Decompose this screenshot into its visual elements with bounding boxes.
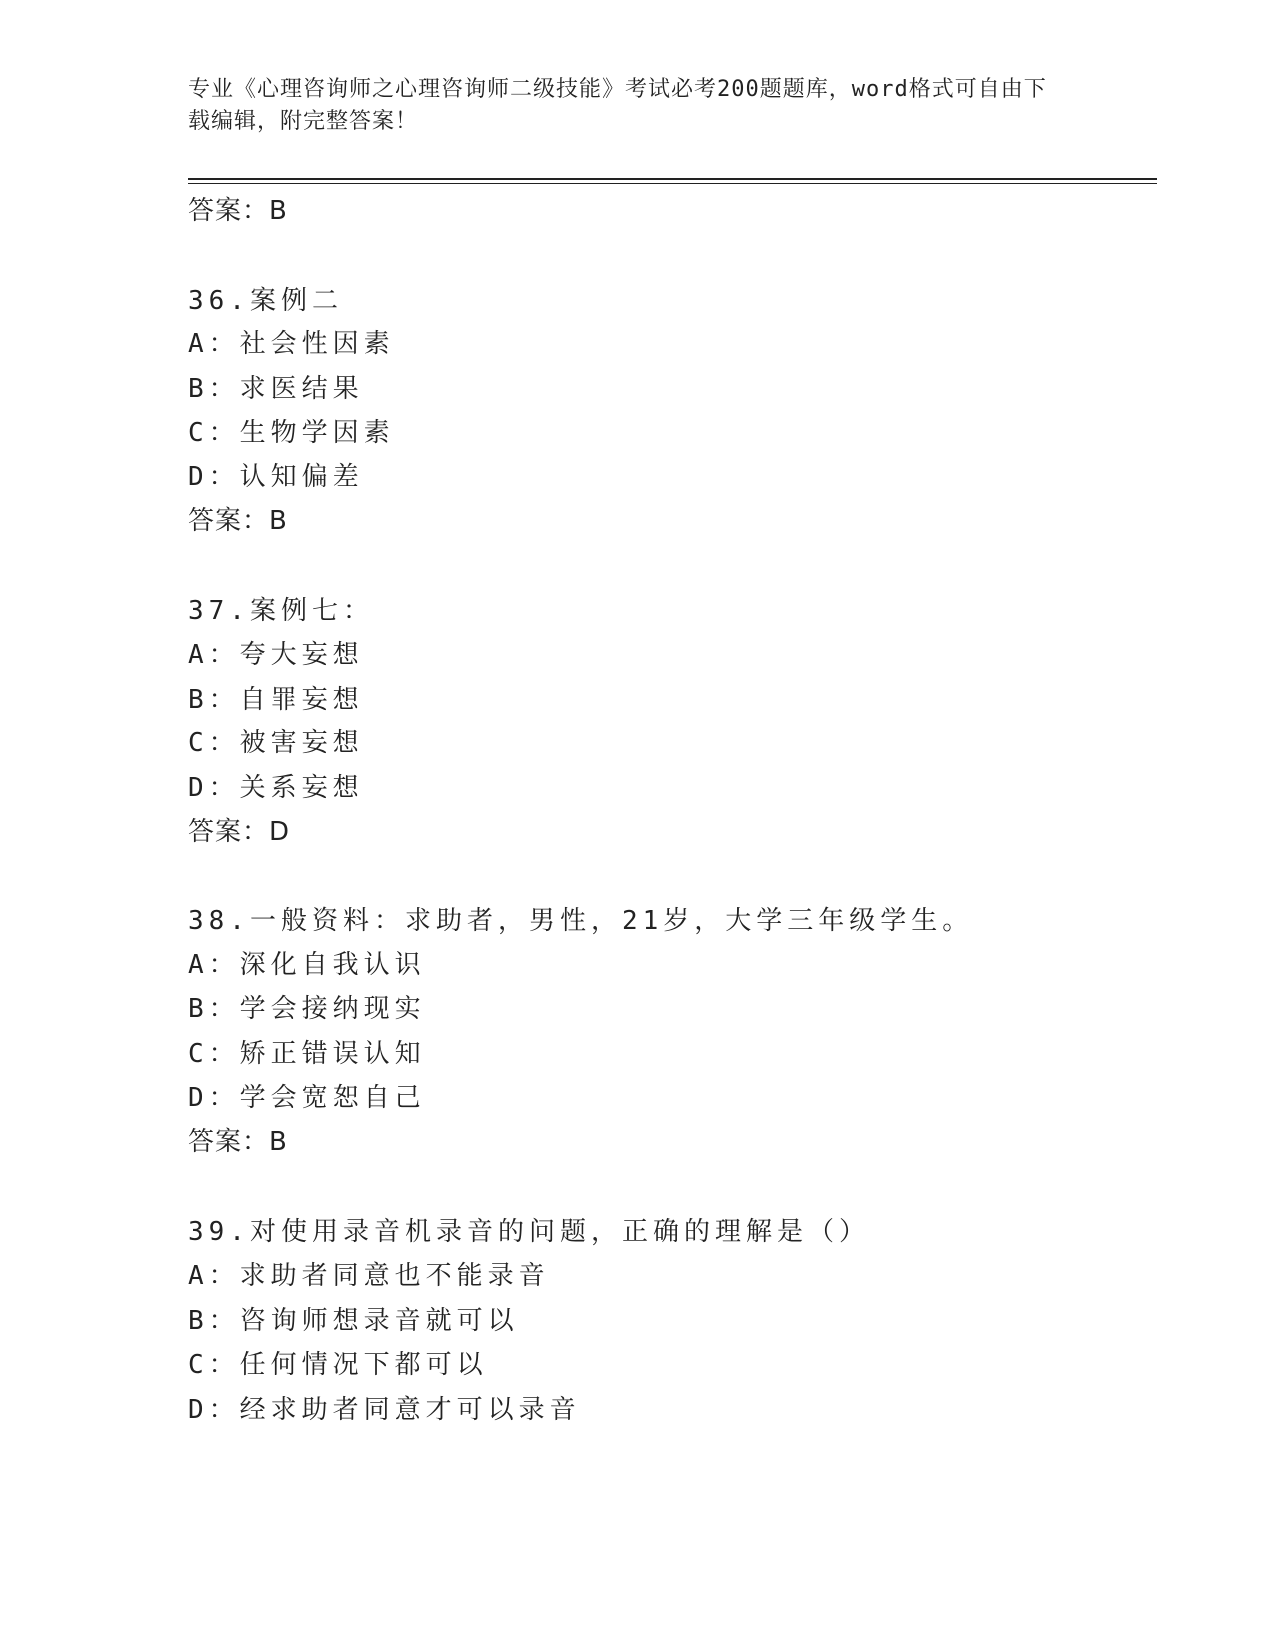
header-rule-thick: [188, 178, 1157, 180]
question-stem-36: 36.案例二: [188, 286, 343, 316]
answer-value: B: [269, 506, 288, 536]
answer-line-38: [188, 1121, 288, 1158]
answer-label: 答案：: [188, 1127, 270, 1157]
option-d-39: D：经求助者同意才可以录音: [188, 1395, 581, 1425]
option-b-37: B：自罪妄想: [188, 685, 364, 715]
question-stem-38: 38.一般资料：求助者，男性，21岁，大学三年级学生。: [188, 906, 974, 936]
option-c-37: C：被害妄想: [188, 728, 364, 758]
answer-line-36: [188, 500, 288, 537]
header-rule-thin: [188, 183, 1157, 184]
option-d-38: D：学会宽恕自己: [188, 1083, 426, 1113]
option-c-38: C：矫正错误认知: [188, 1039, 426, 1069]
option-b-38: B：学会接纳现实: [188, 994, 426, 1024]
option-d-37: D：关系妄想: [188, 773, 364, 803]
option-c-39: C：任何情况下都可以: [188, 1350, 488, 1380]
option-b-39: B：咨询师想录音就可以: [188, 1306, 519, 1336]
question-stem-39: 39.对使用录音机录音的问题，正确的理解是（）: [188, 1217, 870, 1247]
answer-value: B: [269, 1127, 288, 1157]
answer-label: 答案：: [188, 506, 270, 536]
option-a-37: A：夸大妄想: [188, 640, 364, 670]
answer-label: 答案：: [188, 196, 270, 226]
option-b-36: B：求医结果: [188, 374, 364, 404]
option-a-36: A：社会性因素: [188, 329, 395, 359]
answer-line-35: [188, 190, 288, 227]
option-a-39: A：求助者同意也不能录音: [188, 1261, 550, 1291]
answer-label: 答案：: [188, 817, 270, 847]
answer-line-37: [188, 811, 290, 848]
answer-value: B: [269, 196, 288, 226]
option-a-38: A：深化自我认识: [188, 950, 426, 980]
question-stem-37: 37.案例七：: [188, 596, 374, 626]
option-c-36: C：生物学因素: [188, 418, 395, 448]
option-d-36: D：认知偏差: [188, 462, 364, 492]
answer-value: D: [269, 817, 291, 847]
document-header: 专业《心理咨询师之心理咨询师二级技能》考试必考200题题库，word格式可自由下载编辑，附完整答案！: [188, 77, 1047, 134]
